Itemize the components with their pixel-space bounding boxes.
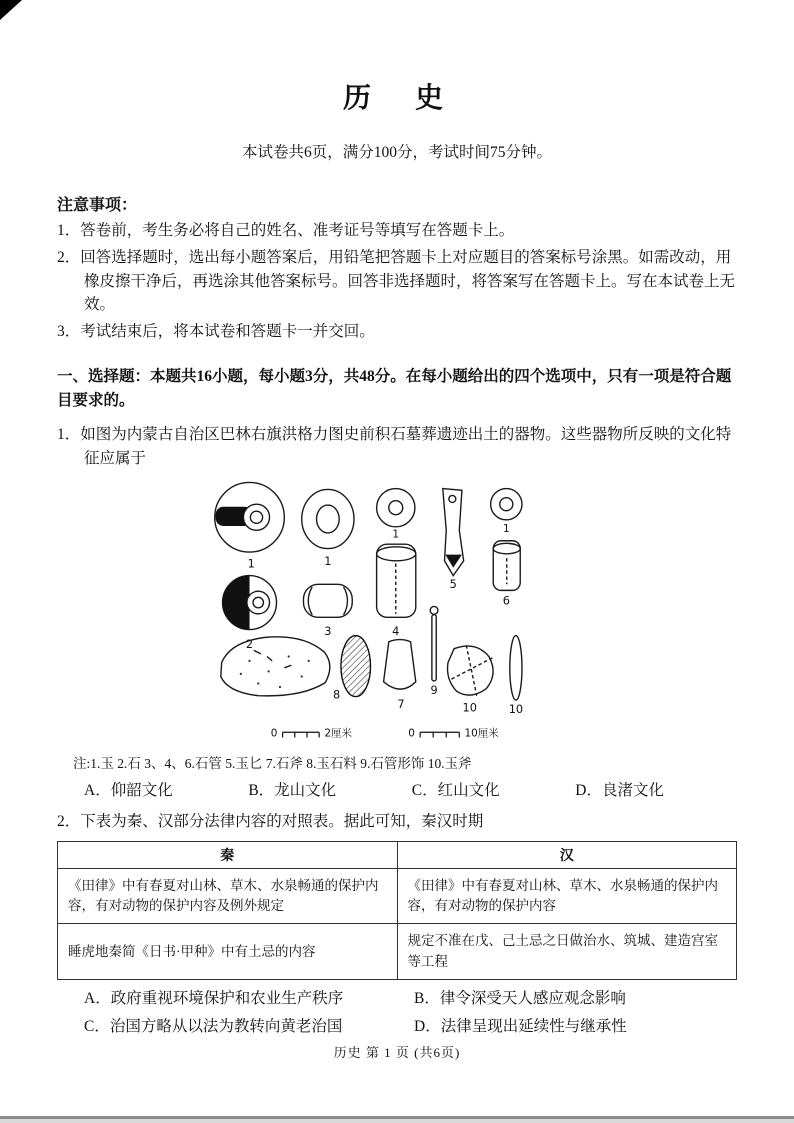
figure-label: 3 <box>323 624 331 638</box>
scan-bottom-edge <box>0 1116 794 1119</box>
qin-han-comparison-table <box>57 841 737 980</box>
figure-label: 8 <box>332 688 340 702</box>
table-cell: 规定不准在戊、己土忌之日做治水、筑城、建造宫室等工程 <box>397 924 737 980</box>
scale-bar-10cm <box>420 732 459 737</box>
notice-item-1: 1．答卷前，考生务必将自己的姓名、准考证号等填写在答题卡上。 <box>57 222 515 239</box>
option-key: B． <box>248 781 275 799</box>
ring-with-hole-artifact <box>376 488 414 526</box>
option-d <box>414 1014 737 1036</box>
jade-axe-artifact <box>447 645 493 695</box>
scale-bar-2cm <box>282 732 319 737</box>
tube-ornament-artifact <box>430 606 438 680</box>
jade-material-artifact <box>340 635 370 696</box>
figure-label: 6 <box>502 594 510 608</box>
large-cylinder-artifact <box>376 544 415 617</box>
table-header-row <box>58 841 737 868</box>
exam-info-line: 本试卷共6页，满分100分，考试时间75分钟。 <box>241 144 552 161</box>
table-cell: 《田律》中有春夏对山林、草木、水泉畅通的保护内容，有对动物的保护内容 <box>397 868 737 924</box>
question-2-text <box>57 810 737 833</box>
scale-unit-label: 10厘米 <box>464 727 499 740</box>
figure-label: 1 <box>502 522 510 535</box>
question-1-options <box>84 778 664 800</box>
option-label: 法律呈现出延续性与继承性 <box>440 1017 627 1035</box>
table-cell: 睡虎地秦简《日书·甲种》中有土忌的内容 <box>58 924 398 980</box>
option-label: 律令深受天人感应观念影响 <box>439 989 626 1007</box>
question-1-stem: 如图为内蒙古自治区巴林右旗洪格力图史前积石墓葬遗迹出土的器物。这些器物所反映的文化特征应属于 <box>80 426 732 467</box>
table-header-han: 汉 <box>397 841 737 868</box>
option-key: C． <box>84 1017 110 1035</box>
question-2-number: 2． <box>57 812 81 830</box>
option-label: 龙山文化 <box>274 781 337 799</box>
option-a <box>84 986 414 1008</box>
notice-item-3: 3．考试结束后，将本试卷和答题卡一并交回。 <box>57 323 375 340</box>
figure-label: 1 <box>391 528 399 541</box>
scale-zero-label: 0 <box>270 727 277 740</box>
figure-caption: 注:1.玉 2.石 3、4、6.石管 5.玉匕 7.石斧 8.玉石料 9.石管形饰 10.玉斧 <box>73 755 472 771</box>
notice-heading: 注意事项： <box>57 197 138 214</box>
option-key: A． <box>84 781 111 799</box>
jade-dagger-artifact <box>442 488 463 575</box>
option-label: 治国方略从以法为教转向黄老治国 <box>109 1017 343 1035</box>
section-heading: 一、选择题：本题共16小题，每小题3分，共48分。在每小题给出的四个选项中，只有一项是符合题目要求的。 <box>57 368 732 410</box>
raw-stone-artifact <box>220 637 329 696</box>
scan-bottom-fade <box>0 1119 794 1123</box>
question-1-text <box>57 423 737 470</box>
figure-label: 2 <box>245 637 253 651</box>
table-cell: 《田律》中有春夏对山林、草木、水泉畅通的保护内容，有对动物的保护内容及例外规定 <box>58 868 398 924</box>
stone-axe-artifact <box>383 639 415 689</box>
oval-ring-artifact <box>301 489 353 548</box>
table-header-qin: 秦 <box>58 841 398 868</box>
figure-label: 1 <box>323 554 331 568</box>
question-2-options <box>84 986 737 1036</box>
artifacts-figure <box>206 478 589 748</box>
figure-label: 9 <box>429 683 438 697</box>
option-key: D． <box>414 1017 441 1035</box>
jade-axe-side-artifact <box>509 635 521 699</box>
question-2-stem: 下表为秦、汉部分法律内容的对照表。据此可知，秦汉时期 <box>80 812 484 830</box>
page-title: 历 史 <box>342 83 451 114</box>
question-1-figure <box>57 478 737 753</box>
question-1-number: 1． <box>57 426 81 444</box>
jade-ring-artifact <box>214 482 284 552</box>
table-row <box>58 924 737 980</box>
stone-tube-artifact <box>303 584 352 617</box>
option-key: D． <box>575 781 602 799</box>
option-d <box>575 778 664 800</box>
figure-label: 7 <box>396 697 405 711</box>
option-c <box>84 1014 414 1036</box>
option-label: 良渚文化 <box>601 781 664 799</box>
page-footer: 历史 第 1 页 (共6页) <box>333 1045 461 1060</box>
stone-disc-artifact <box>222 575 276 629</box>
figure-label: 10 <box>462 701 477 715</box>
notice-item-2: 2．回答选择题时，选出每小题答案后，用铅笔把答题卡上对应题目的答案标号涂黑。如需改动，用橡皮擦干净后，再选涂其他答案标号。回答非选择题时，将答案写在答题卡上。写在本试卷上无效。 <box>57 249 736 313</box>
small-ring-artifact <box>490 488 521 519</box>
figure-label: 1 <box>247 557 255 571</box>
scale-zero-label: 0 <box>407 727 415 740</box>
option-label: 红山文化 <box>437 781 500 799</box>
scale-unit-label: 2厘米 <box>323 727 352 740</box>
option-b <box>248 778 336 800</box>
option-c <box>412 778 500 800</box>
small-cylinder-artifact <box>493 541 520 591</box>
table-row <box>58 868 737 924</box>
figure-label: 10 <box>508 702 523 716</box>
option-b <box>414 986 737 1008</box>
option-key: B． <box>414 989 440 1007</box>
figure-label: 5 <box>449 577 457 591</box>
option-key: C． <box>411 781 438 799</box>
option-key: A． <box>84 989 111 1007</box>
option-a <box>84 778 173 800</box>
option-label: 政府重视环境保护和农业生产秩序 <box>110 989 344 1007</box>
figure-label: 4 <box>391 624 399 638</box>
option-label: 仰韶文化 <box>110 781 173 799</box>
